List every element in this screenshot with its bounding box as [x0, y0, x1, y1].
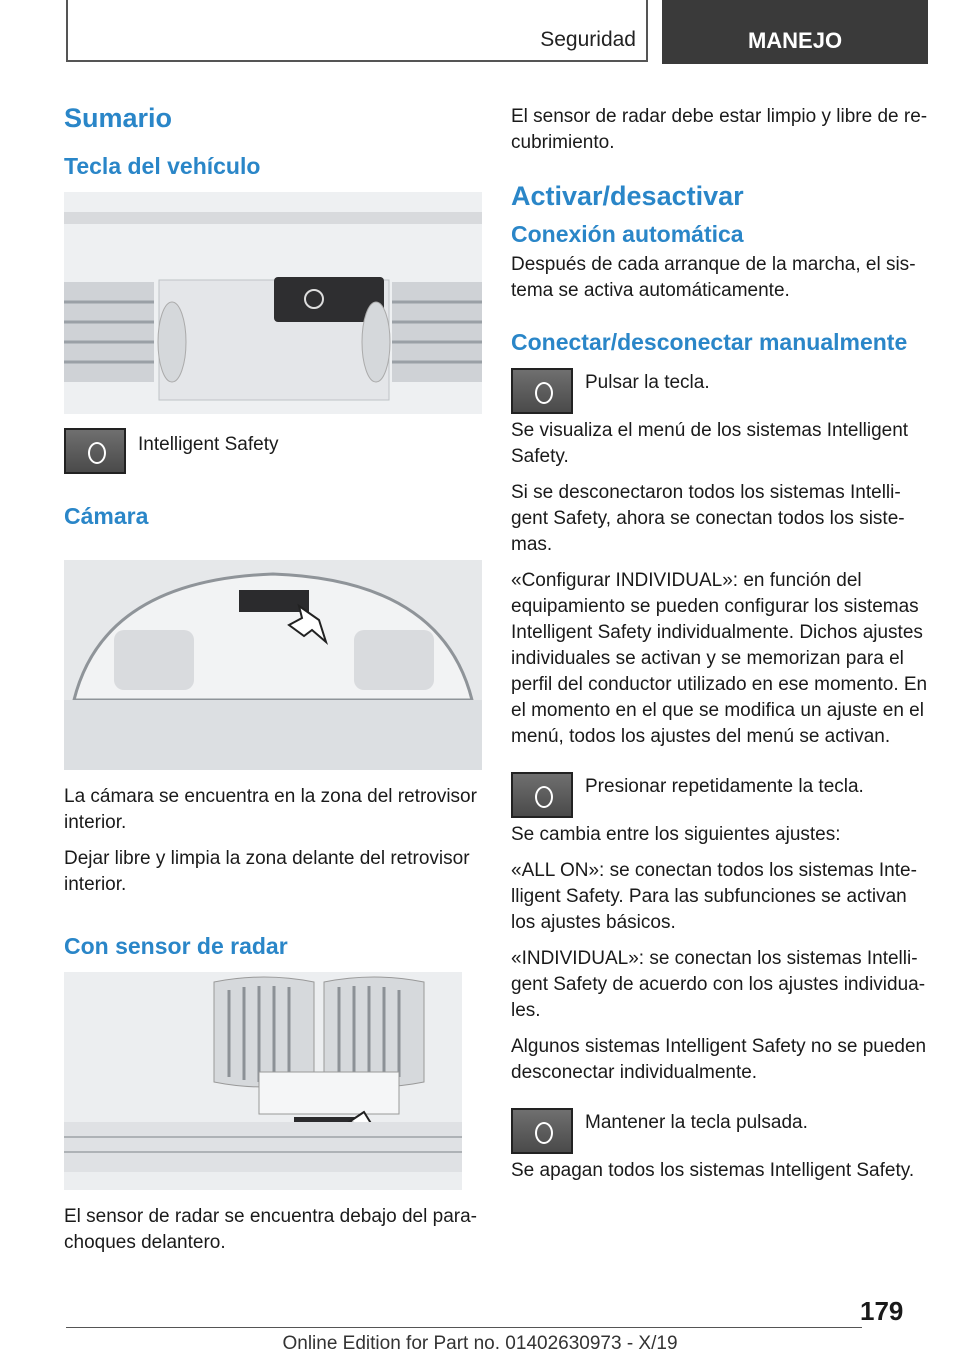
press-repeat-row: [511, 772, 929, 818]
windshield-illustration: [64, 560, 482, 770]
press-repeat-key-icon: [511, 772, 573, 818]
right-column: [511, 104, 929, 1194]
camera-paragraph-2: Dejar libre y limpia la zona delante del retrovisor interior.: [64, 848, 470, 895]
individual2-paragraph: «INDIVIDUAL»: se conectan los sistemas Intelligent Safety de acuerdo con los ajustes individuales.: [511, 948, 926, 1021]
footer-rule: [66, 1327, 862, 1328]
hold-key-row: [511, 1108, 929, 1154]
some-systems-paragraph: Algunos sistemas Intelligent Safety no se pueden desconectar individualmente.: [511, 1036, 927, 1083]
radar-paragraph-1: El sensor de radar se encuentra debajo del parachoques delantero.: [64, 1206, 477, 1253]
hold-key-icon: [511, 1108, 573, 1154]
camera-photo: [64, 560, 482, 770]
camera-paragraph-1: La cámara se encuentra en la zona del retrovisor interior.: [64, 786, 477, 833]
page-header: [66, 0, 928, 64]
radar-photo: [64, 972, 462, 1190]
radar-paragraph-2: El sensor de radar debe estar limpio y libre de recubrimiento.: [511, 106, 928, 153]
header-chapter: MANEJO: [662, 0, 928, 64]
manual-heading: Conectar/desconectar manualmente: [511, 329, 908, 355]
bumper-illustration: [64, 972, 462, 1190]
press-key-text: Pulsar la tecla.: [585, 372, 710, 393]
press-key-row: [511, 368, 929, 414]
disconnected-paragraph: Si se desconectaron todos los sistemas Intelligent Safety, ahora se conectan todos los sistemas.: [511, 482, 905, 555]
dashboard-key-photo: [64, 192, 482, 414]
page-number: 179: [860, 1296, 904, 1326]
all-on-paragraph: «ALL ON»: se conectan todos los sistemas Intelligent Safety. Para las subfunciones se activan los ajustes básicos.: [511, 860, 917, 933]
dashboard-illustration: [64, 192, 482, 414]
camera-heading: Cámara: [64, 503, 149, 529]
key-row: [64, 428, 482, 474]
vehicle-key-heading: Tecla del vehículo: [64, 153, 261, 179]
auto-paragraph: Después de cada arranque de la marcha, el sistema se activa automáticamente.: [511, 254, 916, 301]
auto-heading: Conexión automática: [511, 221, 744, 247]
intelligent-safety-key-icon: [64, 428, 126, 474]
key-label: Intelligent Safety: [138, 434, 279, 455]
all-off-paragraph: Se apagan todos los sistemas Intelligent Safety.: [511, 1160, 915, 1181]
header-section: Seguridad: [540, 28, 636, 51]
menu-shown-text: Se visualiza el menú de los sistemas Intelligent Safety.: [511, 420, 909, 467]
individual-paragraph: «Configurar INDIVIDUAL»: en función del equipamiento se pueden configurar los sistemas Intelligent Safety individualmente. Dichos ajustes individuales se activan y se memorizan para el perfil del conductor utilizado en ese momento. En el momento en el que se modifica un ajuste en el menú, todos los ajustes del menú se activan.: [511, 570, 928, 747]
hold-key-text: Mantener la tecla pulsada.: [585, 1112, 808, 1133]
switch-settings-text: Se cambia entre los siguientes ajustes:: [511, 824, 841, 845]
edition-footer: Online Edition for Part no. 01402630973 - X/19: [282, 1333, 678, 1354]
page-title: Sumario: [64, 103, 173, 133]
left-column: [64, 100, 482, 1266]
press-repeat-text: Presionar repetidamente la tecla.: [585, 776, 864, 797]
press-key-icon: [511, 368, 573, 414]
radar-heading: Con sensor de radar: [64, 933, 288, 959]
activate-title: Activar/desactivar: [511, 181, 744, 211]
